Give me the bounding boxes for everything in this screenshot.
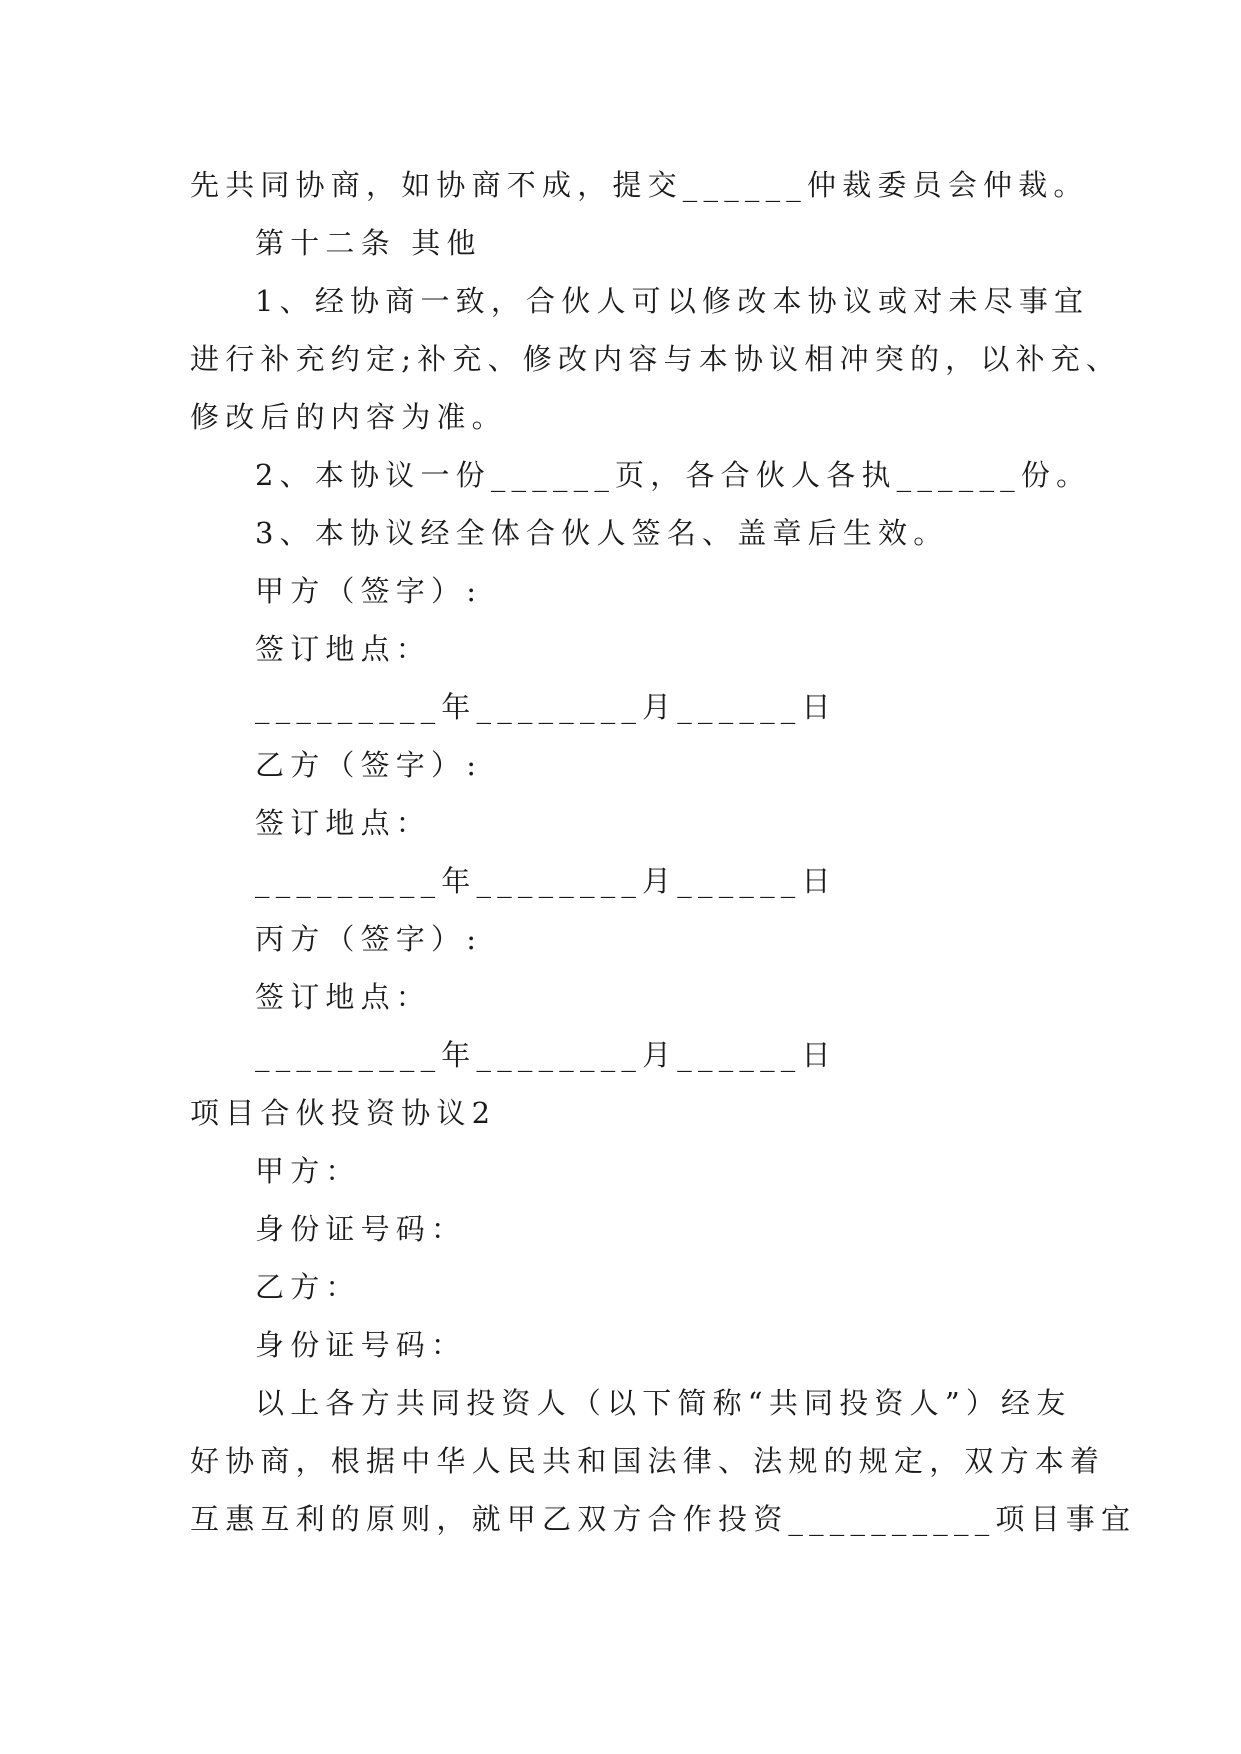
- article-12-item-3: 3、本协议经全体合伙人签名、盖章后生效。: [255, 516, 949, 550]
- article-12-item-2: 2、本协议一份______页，各合伙人各执______份。: [255, 458, 1092, 492]
- arbitration-clause-end: 先共同协商，如协商不成，提交______仲裁委员会仲裁。: [190, 168, 1089, 202]
- party-c-sign-place: 签订地点：: [255, 980, 432, 1014]
- document-body: [190, 156, 1137, 1548]
- agreement-2-party-a-id: 身份证号码：: [255, 1212, 467, 1246]
- party-b-signature: 乙方（签字）:: [255, 748, 483, 782]
- agreement-2-title: 项目合伙投资协议2: [190, 1096, 497, 1130]
- agreement-2-preamble-2: 好协商，根据中华人民共和国法律、法规的规定，双方本着: [190, 1444, 1106, 1478]
- party-a-signature: 甲方（签字）:: [255, 574, 483, 608]
- agreement-2-preamble-1: 以上各方共同投资人（以下简称“共同投资人”）经友: [255, 1386, 1072, 1420]
- agreement-2-party-b-id: 身份证号码：: [255, 1328, 467, 1362]
- party-b-sign-date: _________年________月______日: [255, 864, 837, 898]
- party-c-signature: 丙方（签字）:: [255, 922, 483, 956]
- party-c-sign-date: _________年________月______日: [255, 1038, 837, 1072]
- party-a-sign-date: _________年________月______日: [255, 690, 837, 724]
- agreement-2-preamble-3: 互惠互利的原则，就甲乙双方合作投资__________项目事宜: [190, 1502, 1137, 1536]
- party-b-sign-place: 签订地点：: [255, 806, 432, 840]
- article-12-heading: 第十二条 其他: [255, 226, 482, 260]
- agreement-2-party-b: 乙方：: [255, 1270, 361, 1304]
- article-12-item-1: 1、经协商一致，合伙人可以修改本协议或对未尽事宜: [255, 284, 1090, 318]
- article-12-item-1-cont: 进行补充约定;补充、修改内容与本协议相冲突的，以补充、: [190, 342, 1122, 376]
- agreement-2-party-a: 甲方：: [255, 1154, 361, 1188]
- party-a-sign-place: 签订地点：: [255, 632, 432, 666]
- article-12-item-1-end: 修改后的内容为准。: [190, 400, 507, 434]
